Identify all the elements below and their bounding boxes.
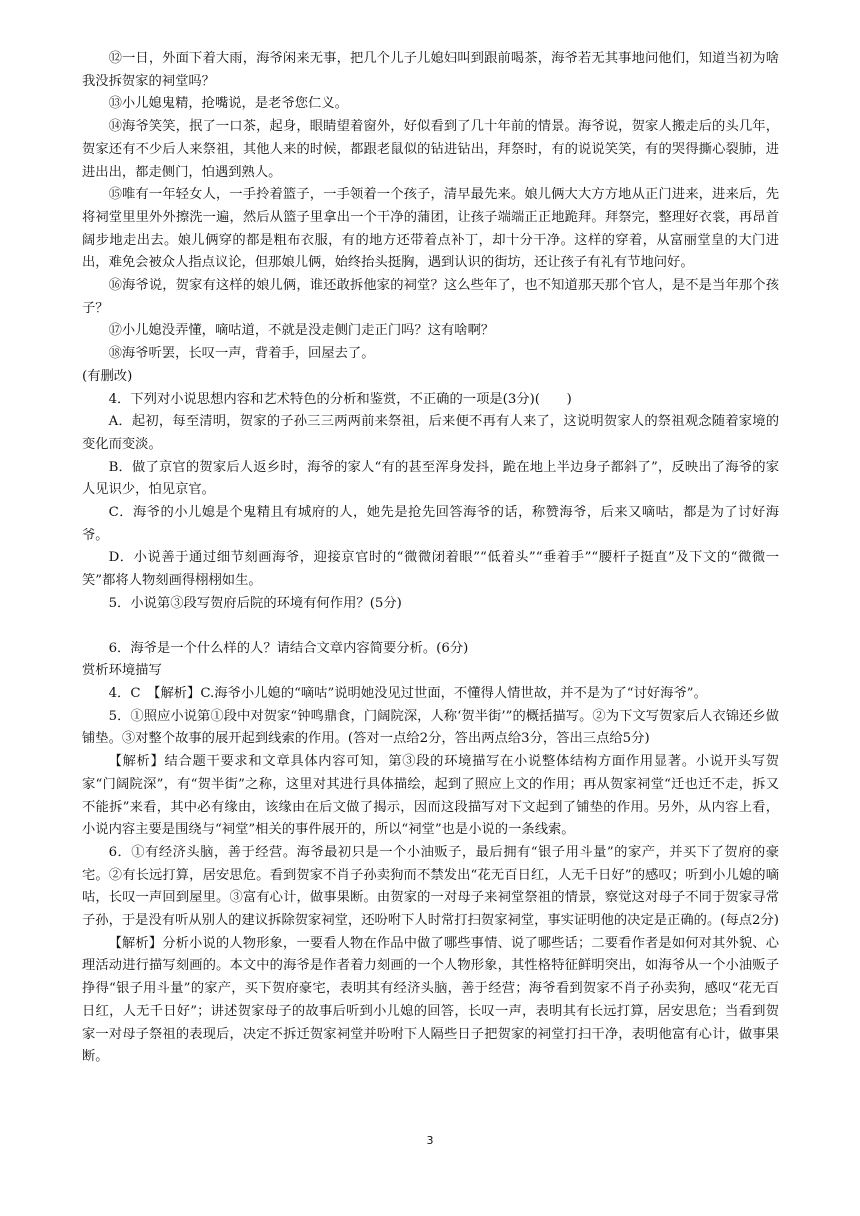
story-paragraph-16: ⑯海爷说，贺家有这样的娘儿俩，谁还敢拆他家的祠堂？这么些年了，也不知道那天那个官人，是不是当年那个孩子？ <box>82 278 779 316</box>
story-paragraph-15: ⑮唯有一年轻女人，一手拎着篮子，一手领着一个孩子，清早最先来。娘儿俩大大方方地从正门进来，进来后，先将祠堂里里外外擦洗一遍，然后从篮子里拿出一个干净的蒲团，让孩子端端正正地跪拜。拜祭完，整理好衣裳，再昂首阔步地走出去。娘儿俩穿的都是粗布衣服，有的地方还带着点补丁，却十分干净。这样的穿着，从富丽堂皇的大门进出，难免会被众人指点议论，但那娘儿俩，始终抬头挺胸，遇到认识的街坊，还让孩子有礼有节地问好。 <box>82 187 779 271</box>
story-paragraph-12: ⑫一日，外面下着大雨，海爷闲来无事，把几个儿子儿媳妇叫到跟前喝茶，海爷若无其事地问他们，知道当初为啥我没拆贺家的祠堂吗？ <box>82 51 779 89</box>
question-4-option-a: A．起初，每至清明，贺家的子孙三三两两前来祭祖，后来便不再有人来了，这说明贺家人的祭祖观念随着家境的变化而变淡。 <box>82 414 779 452</box>
answer-5: 5．①照应小说第①段中对贺家“钟鸣鼎食，门阔院深，人称‘贺半街’”的概括描写。②为下文写贺家后人衣锦还乡做铺垫。③对整个故事的展开起到线索的作用。(答对一点给2分，答出两点给3分，答出三点给5分) <box>82 708 779 747</box>
question-4-option-c: C．海爷的小儿媳是个鬼精且有城府的人，她先是抢先回答海爷的话，称赞海爷，后来又嘀咕，都是为了讨好海爷。 <box>82 505 779 543</box>
question-5-stem: 5．小说第③段写贺府后院的环境有何作用？(5分) <box>108 595 402 611</box>
story-paragraph-14: ⑭海爷笑笑，抿了一口茶，起身，眼睛望着窗外，好似看到了几十年前的情景。海爷说，贺家人搬走后的头几年，贺家还有不少后人来祭祖，其他人来的时候，都跟老鼠似的钻进钻出，拜祭时，有的说说笑笑，有的哭得撕心裂肺，进进出出，都走侧门，怕遇到熟人。 <box>82 119 779 180</box>
answer-6-analysis: 【解析】分析小说的人物形象，一要看人物在作品中做了哪些事情、说了哪些话；二要看作者是如何对其外貌、心理活动进行描写刻画的。本文中的海爷是作者着力刻画的一个人物形象，其性格特征鲜明突出，如海爷从一个小油贩子挣得“银子用斗量”的家产，买下贺府豪宅，表明其有经济头脑，善于经营；海爷看到贺家不肖子孙卖狗，感叹“花无百日红，人无千日好”；讲述贺家母子的故事后听到小儿媳的回答，长叹一声，表明其有长远打算，居安思危；当看到贺家一对母子祭祖的表现后，决定不拆迁贺家祠堂并吩咐下人隔些日子把贺家的祠堂打扫干净，表明他富有心计，做事果断。 <box>82 935 779 1065</box>
page-number: 3 <box>426 1134 434 1147</box>
question-4-option-d: D．小说善于通过细节刻画海爷，迎接京官时的“微微闭着眼”“低着头”“垂着手”“腰杆子挺直”及下文的“微微一笑”都将人物刻画得栩栩如生。 <box>82 550 779 589</box>
story-paragraph-13: ⑬小儿媳鬼精，抢嘴说，是老爷您仁义。 <box>108 96 348 112</box>
answer-4: 4．C 【解析】C.海爷小儿媳的“嘀咕”说明她没见过世面，不懂得人情世故，并不是为了“讨好海爷”。 <box>108 685 707 701</box>
story-paragraph-17: ⑰小儿媳没弄懂，嘀咕道，不就是没走侧门走正门吗？这有啥啊？ <box>108 323 495 339</box>
answer-5-analysis: 【解析】结合题干要求和文章具体内容可知，第③段的环境描写在小说整体结构方面作用显著。小说开头写贺家“门阔院深”，有“贺半街”之称，这里对其进行具体描绘，起到了照应上文的作用；再从贺家祠堂“迁也迁不走，拆又不能拆”来看，其中必有缘由，该缘由在后文做了揭示，因而这段描写对下文起到了铺垫的作用。另外，从内容上看，小说内容主要是围绕与“祠堂”相关的事件展开的，所以“祠堂”也是小说的一条线索。 <box>82 754 779 838</box>
answer-6: 6．①有经济头脑，善于经营。海爷最初只是一个小油贩子，最后拥有“银子用斗量”的家产，并买下了贺府的豪宅。②有长远打算，居安思危。看到贺家不肖子孙卖狗而不禁发出“花无百日红，人无千日好”的感叹；听到小儿媳的嘀咕，长叹一声回到屋里。③富有心计，做事果断。由贺家的一对母子来祠堂祭祖的情景，察觉这对母子不同于贺家寻常子孙，于是没有听从别人的建议拆除贺家祠堂，还吩咐下人时常打扫贺家祠堂，事实证明他的决定是正确的。(每点2分) <box>82 844 779 929</box>
abridged-note: (有删改) <box>82 368 133 384</box>
answer-space <box>82 616 779 638</box>
story-paragraph-18: ⑱海爷听罢，长叹一声，背着手，回屋去了。 <box>108 346 375 362</box>
question-6-stem: 6．海爷是一个什么样的人？请结合文章内容简要分析。(6分) <box>108 640 469 656</box>
section-title: 赏析环境描写 <box>82 663 162 679</box>
page-content <box>82 48 779 1069</box>
question-4-option-b: B．做了京官的贺家后人返乡时，海爷的家人“有的甚至浑身发抖，跪在地上半边身子都斜了”，反映出了海爷的家人见识少，怕见京官。 <box>82 459 779 498</box>
question-4-stem: 4．下列对小说思想内容和艺术特色的分析和鉴赏，不正确的一项是(3分)( ) <box>108 391 572 407</box>
